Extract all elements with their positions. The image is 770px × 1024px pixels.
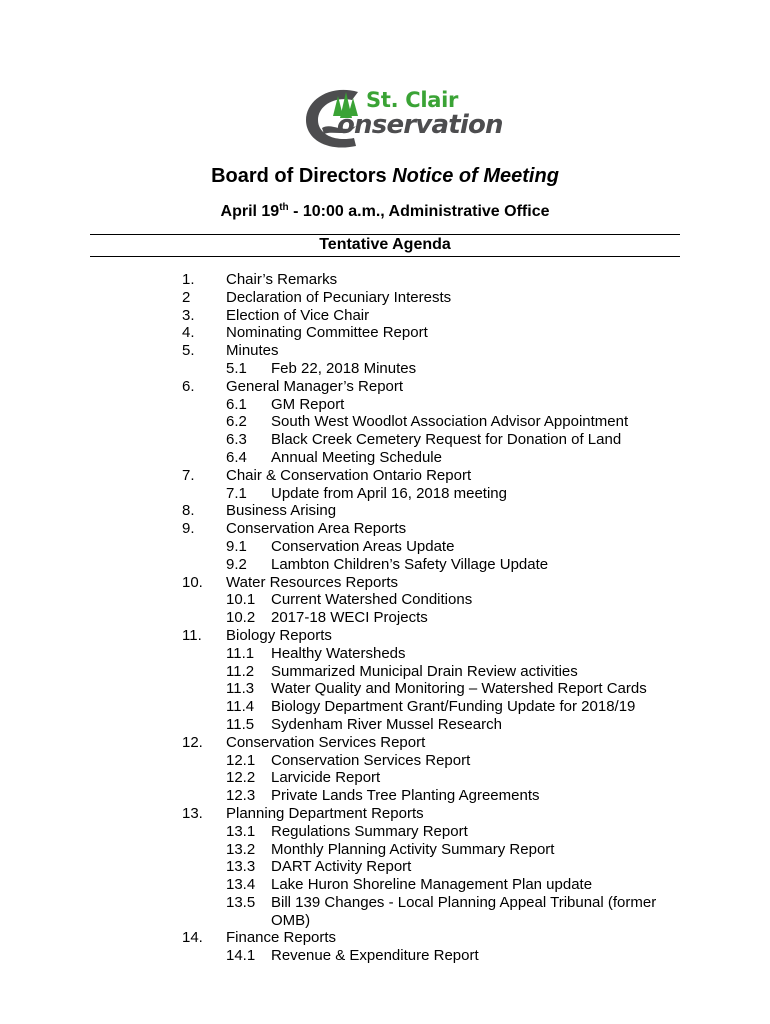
agenda-item — [0, 467, 770, 485]
agenda-subitem-number: 6.3 — [226, 431, 247, 449]
agenda-subitem-number: 12.3 — [226, 787, 256, 805]
agenda-item — [0, 716, 770, 734]
agenda-item-text: Conservation Services Report — [226, 733, 426, 751]
agenda-item-number: 2 — [182, 288, 191, 306]
agenda-item-text: Declaration of Pecuniary Interests — [226, 288, 452, 306]
agenda-item — [0, 520, 770, 538]
agenda-item-number: 11. — [182, 626, 202, 644]
agenda-item — [0, 556, 770, 574]
agenda-subitem-text: Lake Huron Shoreline Management Plan update — [271, 876, 593, 894]
title-italic: Notice of Meeting — [392, 165, 559, 187]
agenda-subitem-number: 10.1 — [226, 591, 256, 609]
agenda-subitem-number: 7.1 — [226, 484, 247, 502]
agenda-subitem-text: GM Report — [271, 395, 345, 413]
agenda-item-number: 3. — [182, 306, 195, 324]
agenda-item — [0, 769, 770, 787]
agenda-item — [0, 360, 770, 378]
agenda-item — [0, 858, 770, 876]
agenda-subitem-number: 12.2 — [226, 769, 256, 787]
agenda-item — [0, 645, 770, 663]
agenda-item — [0, 449, 770, 467]
agenda-item — [0, 752, 770, 770]
meeting-date-line — [0, 202, 770, 221]
agenda-subitem-number: 11.2 — [226, 662, 255, 680]
agenda-subitem-text: Bill 139 Changes - Local Planning Appeal Tribunal (former — [271, 893, 657, 911]
agenda-subitem-text: DART Activity Report — [271, 858, 412, 876]
agenda-item — [0, 485, 770, 503]
agenda-item — [0, 431, 770, 449]
agenda-subitem-text: Black Creek Cemetery Request for Donation of Land — [271, 431, 622, 449]
date-sup: th — [279, 202, 289, 213]
agenda-subitem-number: 9.2 — [226, 555, 247, 573]
agenda-item — [0, 912, 770, 930]
agenda-subitem-number: 11.1 — [226, 644, 255, 662]
agenda-item — [0, 947, 770, 965]
agenda-subitem-number: 13.3 — [226, 858, 256, 876]
divider-bottom — [90, 256, 680, 257]
agenda-item-number: 8. — [182, 502, 195, 520]
agenda-item — [0, 396, 770, 414]
agenda-item-text: Biology Reports — [226, 626, 332, 644]
agenda-item — [0, 502, 770, 520]
agenda-item — [0, 289, 770, 307]
agenda-subitem-number: 12.1 — [226, 751, 256, 769]
agenda-subitem-number: 6.4 — [226, 448, 247, 466]
agenda-item-number: 10. — [182, 573, 203, 591]
agenda-item-number: 7. — [182, 466, 195, 484]
agenda-subitem-text: Larvicide Report — [271, 769, 381, 787]
agenda-item — [0, 823, 770, 841]
agenda-subitem-text: Regulations Summary Report — [271, 822, 468, 840]
agenda-item — [0, 413, 770, 431]
agenda-item — [0, 538, 770, 556]
agenda-item — [0, 663, 770, 681]
agenda-item-text: Minutes — [226, 342, 279, 360]
agenda-item — [0, 271, 770, 289]
agenda-item-text: Finance Reports — [226, 929, 337, 947]
agenda-subitem-text: Private Lands Tree Planting Agreements — [271, 787, 540, 805]
agenda-item-text: Conservation Area Reports — [226, 520, 407, 538]
agenda-subitem-number: 13.2 — [226, 840, 256, 858]
agenda-item — [0, 342, 770, 360]
agenda-subitem-text: Update from April 16, 2018 meeting — [271, 484, 507, 502]
agenda-subitem-number: 9.1 — [226, 537, 247, 555]
agenda-subitem-text: Current Watershed Conditions — [271, 591, 473, 609]
agenda-item — [0, 894, 770, 912]
date-post: - 10:00 a.m., Administrative Office — [288, 203, 550, 220]
agenda-item-number: 14. — [182, 929, 203, 947]
agenda-subitem-number: 5.1 — [226, 359, 247, 377]
agenda-subitem-number: 11.3 — [226, 680, 255, 698]
agenda-heading: Tentative Agenda — [319, 236, 451, 253]
agenda-item-text: Nominating Committee Report — [226, 324, 428, 342]
agenda-item-number: 5. — [182, 342, 195, 360]
agenda-item-number: 12. — [182, 733, 203, 751]
agenda-subitem-text: Conservation Services Report — [271, 751, 471, 769]
agenda-item — [0, 929, 770, 947]
agenda-item-number: 1. — [182, 271, 195, 288]
agenda-subitem-text: Annual Meeting Schedule — [271, 448, 442, 466]
agenda-item-number: 4. — [182, 324, 195, 342]
agenda-subitem-text: Revenue & Expenditure Report — [271, 947, 479, 965]
title-plain: Board of Directors — [211, 165, 393, 187]
agenda-subitem-number: 10.2 — [226, 609, 256, 627]
agenda-subitem-text: South West Woodlot Association Advisor Appointment — [271, 413, 629, 431]
date-pre: April 19 — [220, 203, 280, 220]
agenda-subitem-text: Conservation Areas Update — [271, 537, 455, 555]
agenda-subitem-text: Biology Department Grant/Funding Update for 2018/19 — [271, 698, 636, 716]
agenda-item — [0, 787, 770, 805]
agenda-item-text: Chair & Conservation Ontario Report — [226, 466, 472, 484]
agenda-subitem-text: 2017-18 WECI Projects — [271, 609, 428, 627]
agenda-subitem-text: Monthly Planning Activity Summary Report — [271, 840, 555, 858]
agenda-item — [0, 698, 770, 716]
agenda-subitem-text: Feb 22, 2018 Minutes — [271, 359, 417, 377]
agenda-item — [0, 307, 770, 325]
agenda-item-text: Water Resources Reports — [226, 573, 399, 591]
agenda-item-number: 13. — [182, 804, 203, 822]
agenda-item — [0, 627, 770, 645]
agenda-item-text: Planning Department Reports — [226, 804, 424, 822]
agenda-subitem-text: Lambton Children’s Safety Village Update — [271, 555, 549, 573]
agenda-item — [0, 591, 770, 609]
agenda-item-number: 9. — [182, 520, 195, 538]
logo-text-st-clair: St. Clair — [366, 88, 459, 112]
agenda-item-text: Business Arising — [226, 502, 337, 520]
agenda-subitem-text: Summarized Municipal Drain Review activities — [271, 662, 578, 680]
logo-text-conservation: onservation — [337, 110, 503, 140]
page-title — [0, 165, 770, 188]
agenda-subitem-text: Water Quality and Monitoring – Watershed Report Cards — [271, 680, 647, 698]
agenda-item — [0, 734, 770, 752]
agenda-item — [0, 805, 770, 823]
agenda-subitem-number: 6.1 — [226, 395, 247, 413]
agenda-subitem-number: 13.1 — [226, 822, 256, 840]
agenda-item-text: Election of Vice Chair — [226, 306, 370, 324]
divider-top — [90, 234, 680, 235]
agenda-subitem-number: 13.4 — [226, 876, 256, 894]
agenda-item-text: Chair’s Remarks — [226, 271, 338, 288]
agenda-item — [0, 574, 770, 592]
agenda-item — [0, 378, 770, 396]
agenda-list — [0, 271, 770, 965]
agenda-item-number: 6. — [182, 377, 195, 395]
agenda-item-text: General Manager’s Report — [226, 377, 404, 395]
agenda-item — [0, 324, 770, 342]
agenda-subitem-number: 14.1 — [226, 947, 256, 965]
agenda-subitem-number: 11.4 — [226, 698, 255, 716]
agenda-item — [0, 841, 770, 859]
agenda-subitem-text: OMB) — [271, 911, 311, 929]
agenda-subitem-number: 6.2 — [226, 413, 247, 431]
agenda-subitem-number: 11.5 — [226, 715, 255, 733]
agenda-item — [0, 876, 770, 894]
agenda-item — [0, 609, 770, 627]
agenda-subitem-text: Healthy Watersheds — [271, 644, 406, 662]
agenda-subitem-text: Sydenham River Mussel Research — [271, 715, 502, 733]
agenda-item — [0, 680, 770, 698]
agenda-subitem-number: 13.5 — [226, 893, 256, 911]
